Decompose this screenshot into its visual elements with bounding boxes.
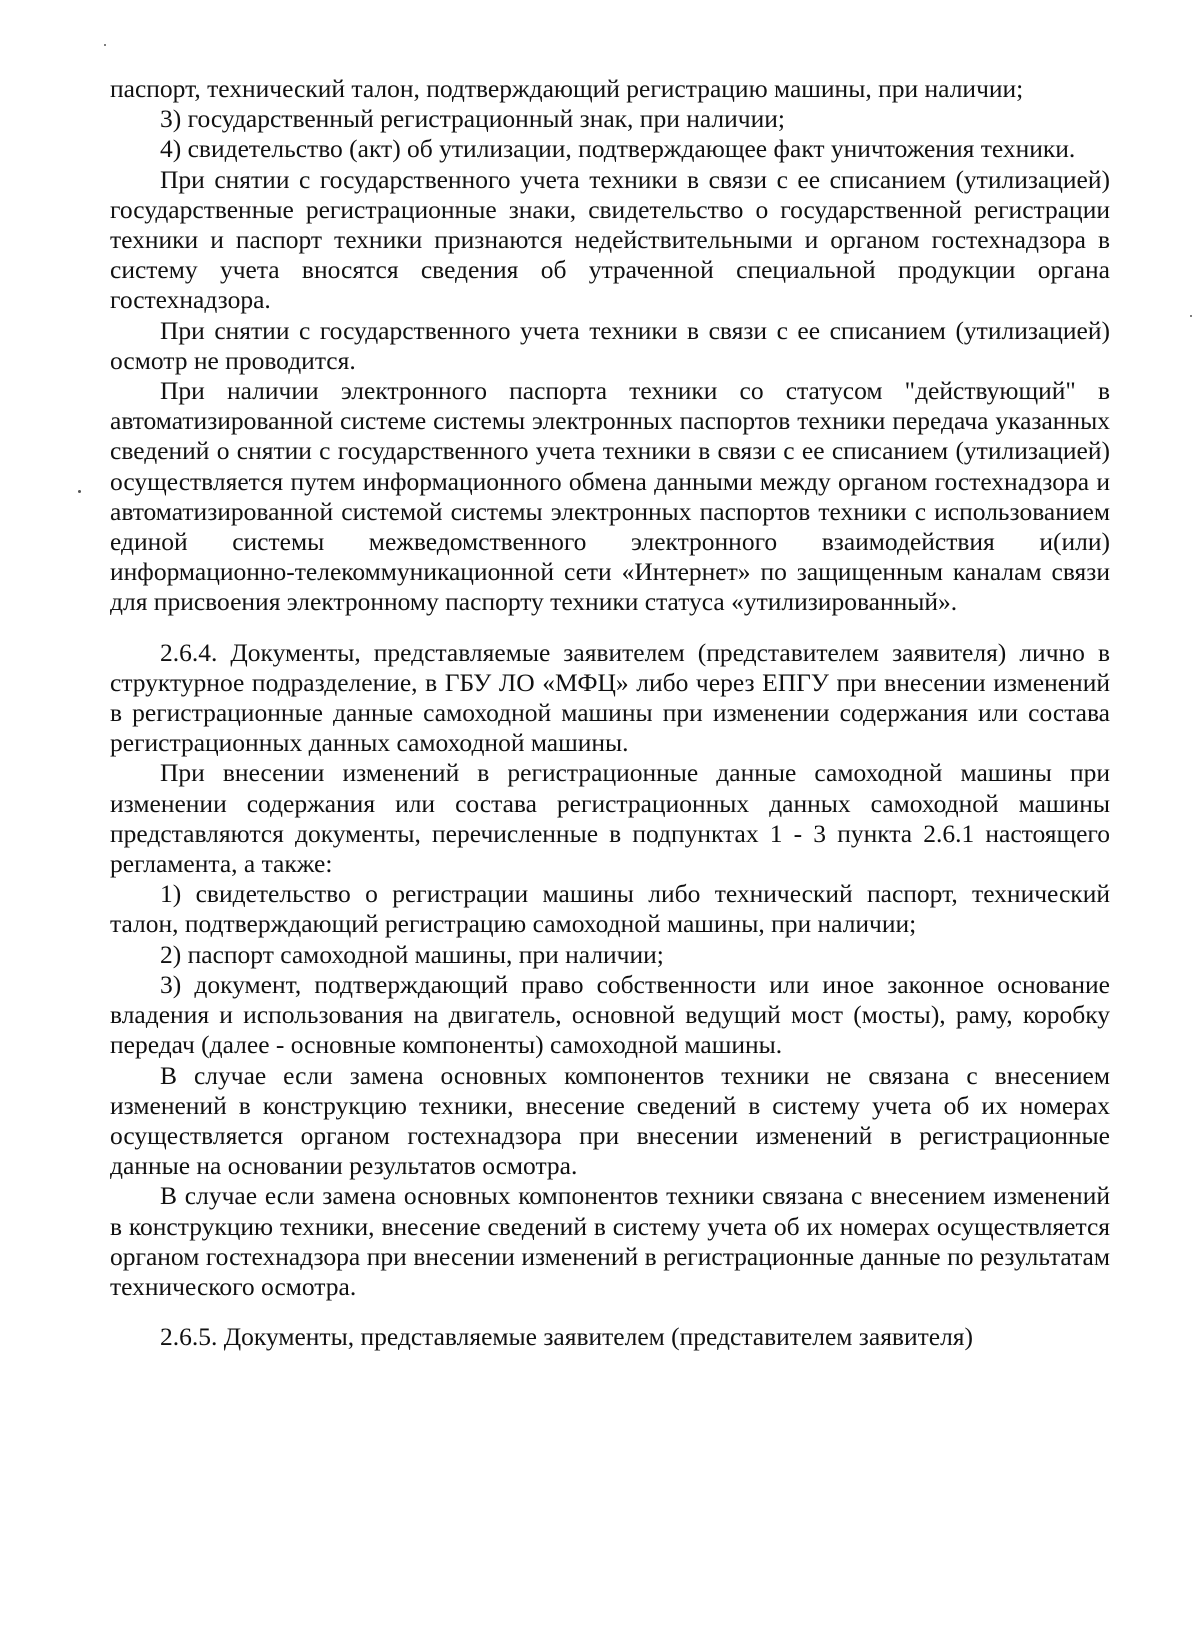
section-2-6-4-heading: 2.6.4. Документы, представляемые заявителем (представителем заявителя) лично в структурное подразделение, в ГБУ ЛО «МФЦ» либо через ЕПГУ при внесении изменений в регистрационные данные самоходной машины при изменении содержания или состава регистрационных данных самоходной машины. <box>110 637 1110 758</box>
list-item-2: 2) паспорт самоходной машины, при наличии; <box>160 939 664 969</box>
paragraph-deregistration-invalid: При снятии с государственного учета техники в связи с ее списанием (утилизацией) государственные регистрационные знаки, свидетельство о государственной регистрации техники и паспорт техники признаются недействительными и органом гостехнадзора в систему учета вносятся сведения об утраченной специальной продукции органа гостехнадзора. <box>110 164 1110 315</box>
scan-speck <box>104 44 106 46</box>
list-item-3-ownership: 3) документ, подтверждающий право собственности или иное законное основание владения и использования на двигатель, основной ведущий мост (мосты), раму, коробку передач (далее - основные компоненты) самоходной машины. <box>110 969 1110 1060</box>
paragraph-continuation: паспорт, технический талон, подтверждающий регистрацию машины, при наличии; <box>110 74 1024 103</box>
list-item-3: 3) государственный регистрационный знак, при наличии; <box>160 104 785 134</box>
paragraph-replacement-no-design-change: В случае если замена основных компонентов техники не связана с внесением изменений в конструкцию техники, внесение сведений в систему учета об их номерах осуществляется органом гостехнадзора при внесении изменений в регистрационные данные на основании результатов осмотра. <box>110 1060 1110 1181</box>
paragraph-electronic-passport: При наличии электронного паспорта техники со статусом "действующий" в автоматизированной системе системы электронных паспортов техники передача указанных сведений о снятии с государственного учета техники в связи с ее списанием (утилизацией) осуществляется путем информационного обмена данными между органом гостехнадзора и автоматизированной системой системы электронных паспортов техники с использованием единой системы межведомственного электронного взаимодействия и(или) информационно-телекоммуникационной сети «Интернет» по защищенным каналам связи для присвоения электронному паспорту техники статуса «утилизированный». <box>110 376 1110 617</box>
paragraph-no-inspection: При снятии с государственного учета техники в связи с ее списанием (утилизацией) осмотр не проводится. <box>110 315 1110 375</box>
scan-speck <box>1190 315 1192 317</box>
paragraph-changes-documents: При внесении изменений в регистрационные данные самоходной машины при изменении содержания или состава регистрационных данных самоходной машины представляются документы, перечисленные в подпунктах 1 - 3 пункта 2.6.1 настоящего регламента, а также: <box>110 758 1110 879</box>
list-item-1: 1) свидетельство о регистрации машины либо технический паспорт, технический талон, подтверждающий регистрацию самоходной машины, при наличии; <box>110 879 1110 939</box>
list-item-4: 4) свидетельство (акт) об утилизации, подтверждающее факт уничтожения техники. <box>160 134 1076 164</box>
paragraph-replacement-design-change: В случае если замена основных компонентов техники связана с внесением изменений в конструкцию техники, внесение сведений в систему учета об их номерах осуществляется органом гостехнадзора при внесении изменений в регистрационные данные по результатам технического осмотра. <box>110 1181 1110 1301</box>
section-2-6-5-heading: 2.6.5. Документы, представляемые заявителем (представителем заявителя) <box>160 1322 974 1352</box>
document-body <box>110 74 1110 1352</box>
scan-speck <box>78 490 81 493</box>
